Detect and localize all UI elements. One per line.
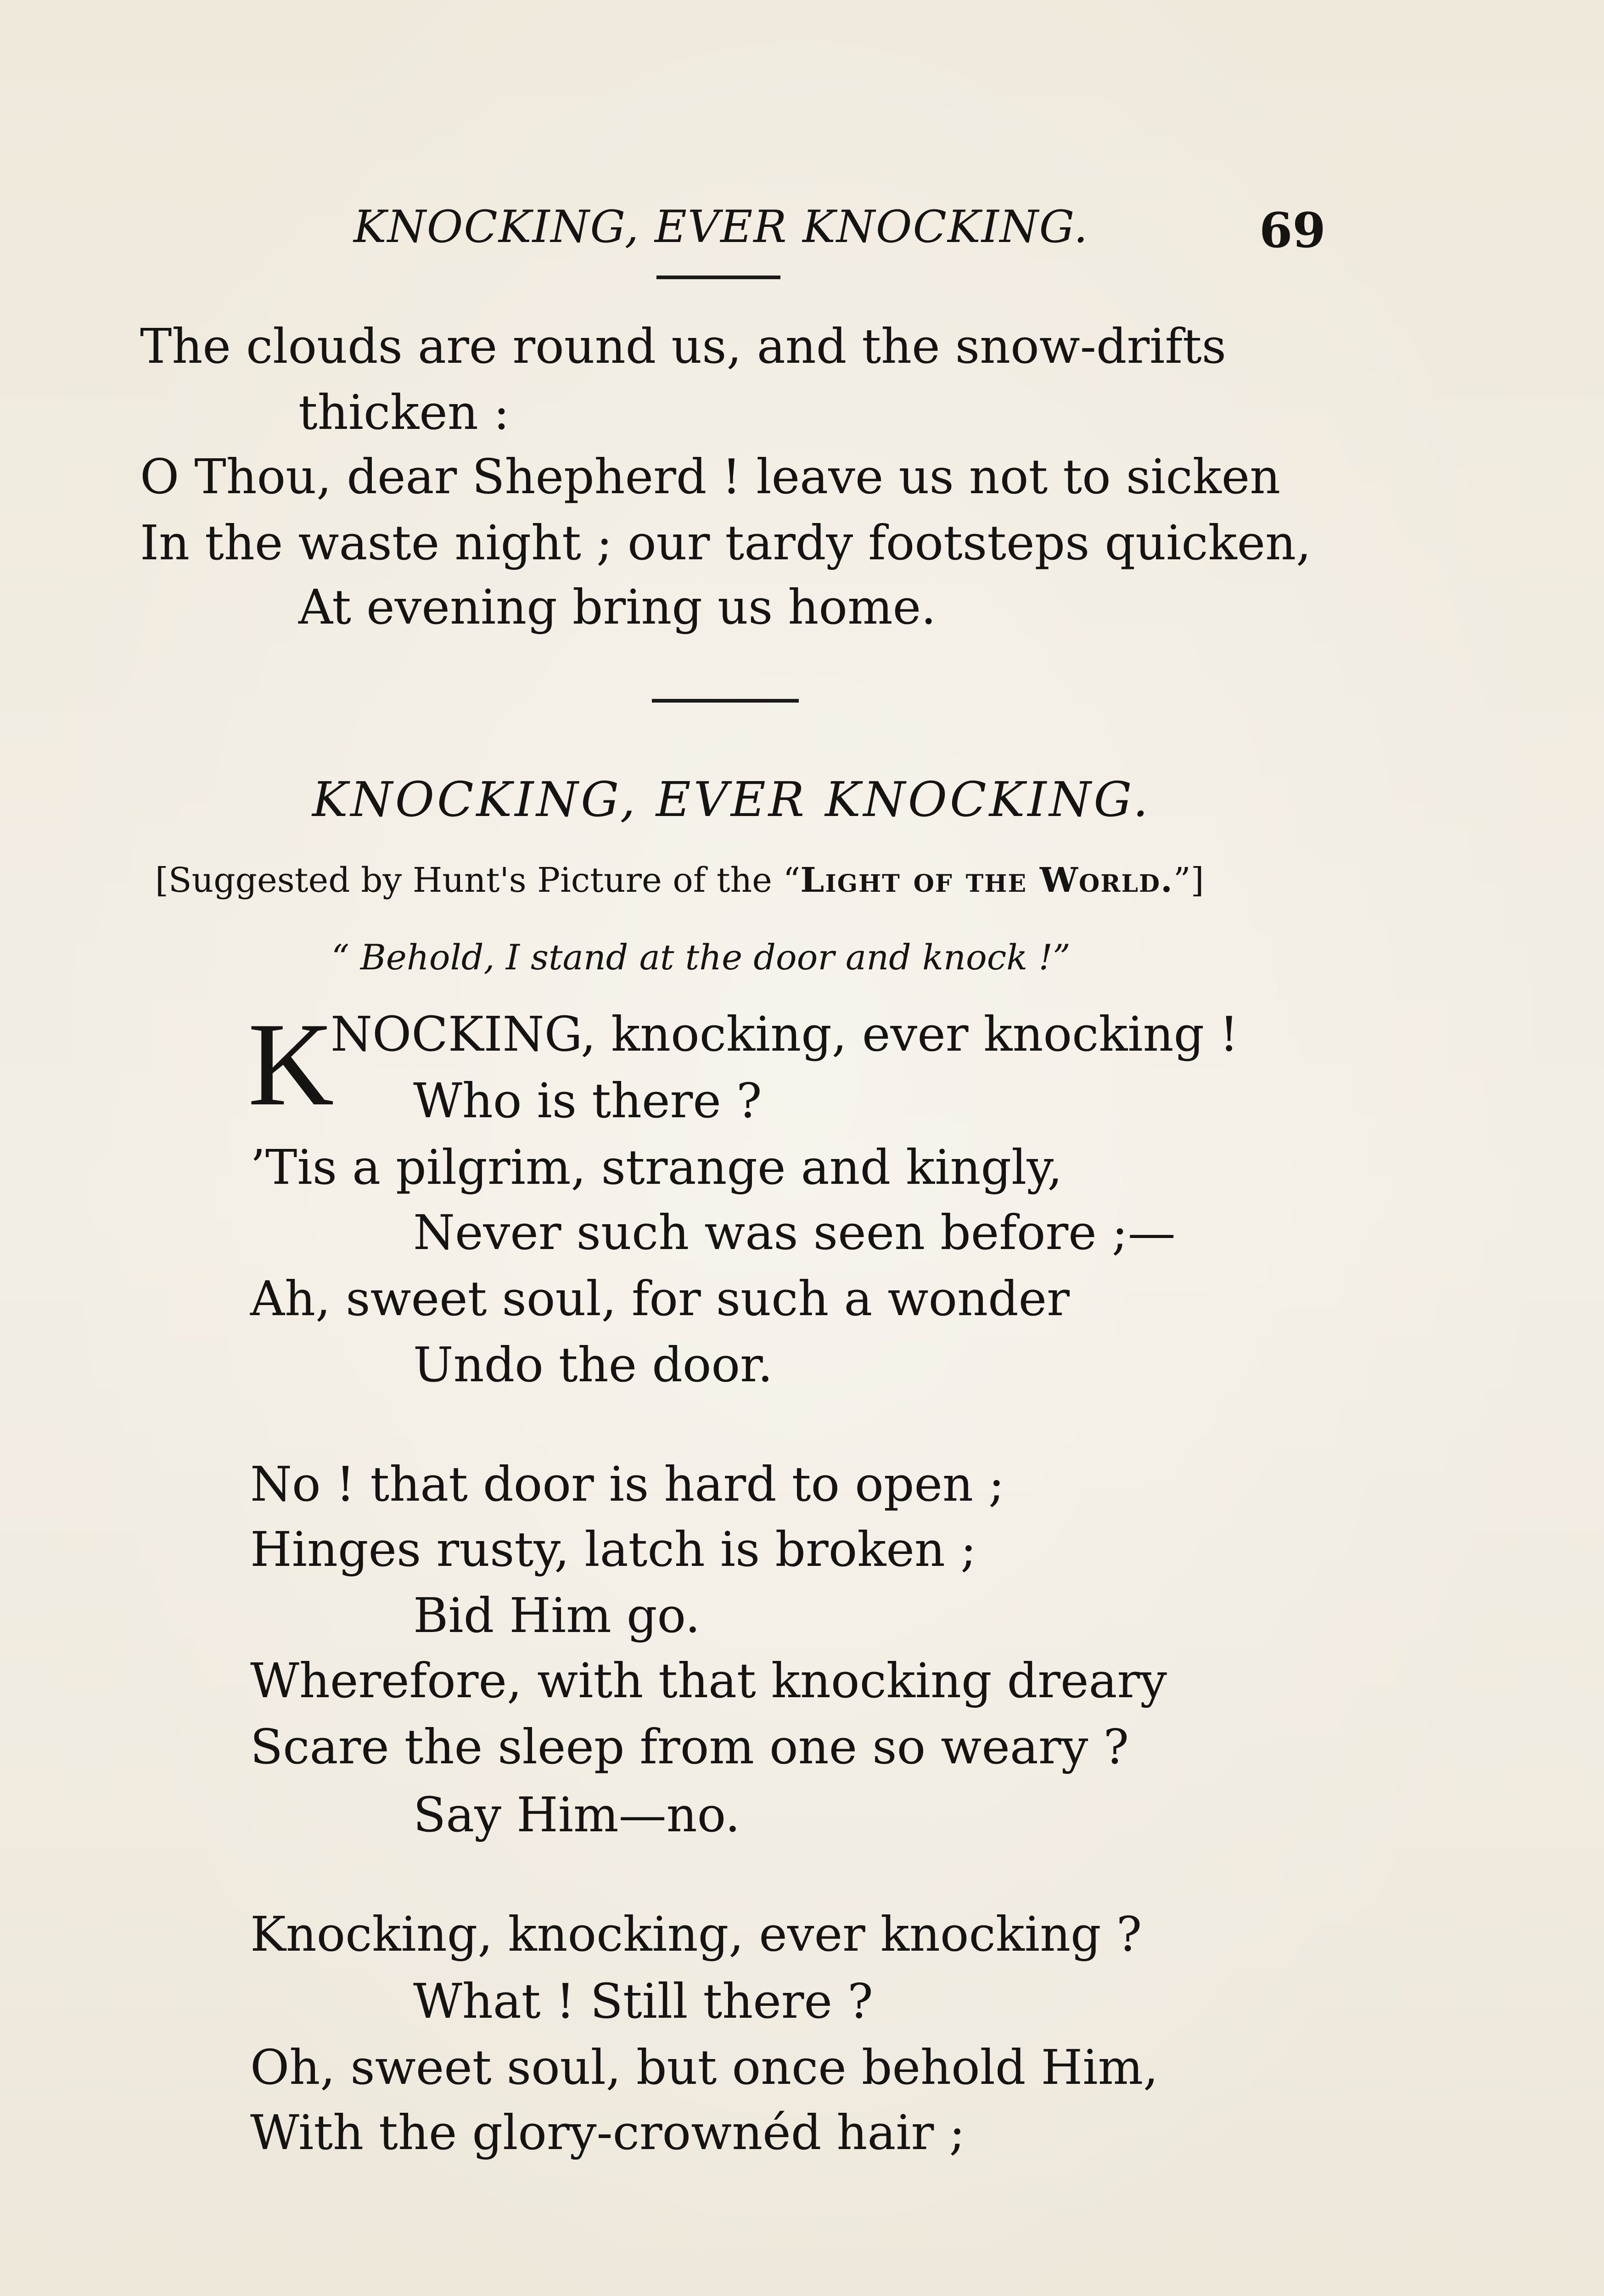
- poem-subtitle: [155, 861, 1204, 900]
- previous-poem-line: The clouds are round us, and the snow-drifts: [140, 318, 1227, 374]
- poem-line: Scare the sleep from one so weary ?: [250, 1719, 1129, 1775]
- running-head: KNOCKING, EVER KNOCKING.: [353, 201, 1089, 253]
- header-rule: [656, 276, 780, 279]
- subtitle-prefix: [Suggested by Hunt's Picture of the “: [155, 861, 801, 900]
- previous-poem-line: At evening bring us home.: [298, 579, 937, 635]
- previous-poem-line: In the waste night ; our tardy footsteps quicken,: [140, 515, 1312, 571]
- previous-poem-line: O Thou, dear Shepherd ! leave us not to sicken: [140, 449, 1281, 505]
- poem-line: Bid Him go.: [413, 1587, 701, 1643]
- subtitle-small-caps: Light of the World.: [800, 861, 1173, 900]
- poem-title: KNOCKING, EVER KNOCKING.: [312, 771, 1151, 827]
- poem-line: Who is there ?: [413, 1073, 762, 1129]
- subtitle-suffix: ”]: [1173, 861, 1204, 900]
- poem-line: Oh, sweet soul, but once behold Him,: [250, 2039, 1159, 2095]
- poem-line: Never such was seen before ;—: [413, 1204, 1176, 1261]
- drop-cap: K: [248, 998, 334, 1131]
- epigraph: “ Behold, I stand at the door and knock !”: [331, 937, 1071, 978]
- previous-poem-line: thicken :: [298, 384, 510, 440]
- poem-line: ’Tis a pilgrim, strange and kingly,: [250, 1139, 1063, 1195]
- poem-line: Wherefore, with that knocking dreary: [250, 1653, 1167, 1709]
- page-number: 69: [1259, 202, 1326, 259]
- poem-line: NOCKING, knocking, ever knocking !: [331, 1006, 1239, 1062]
- poem-line: Undo the door.: [413, 1337, 773, 1393]
- poem-line: Knocking, knocking, ever knocking ?: [250, 1906, 1142, 1962]
- poem-line: No ! that door is hard to open ;: [250, 1456, 1005, 1512]
- poem-line: Hinges rusty, latch is broken ;: [250, 1521, 976, 1577]
- poem-line: Say Him—no.: [413, 1787, 740, 1843]
- poem-line: Ah, sweet soul, for such a wonder: [250, 1271, 1070, 1327]
- poem-line: With the glory-crownéd hair ;: [250, 2105, 965, 2161]
- section-rule: [652, 699, 799, 703]
- poem-line: What ! Still there ?: [413, 1973, 873, 2029]
